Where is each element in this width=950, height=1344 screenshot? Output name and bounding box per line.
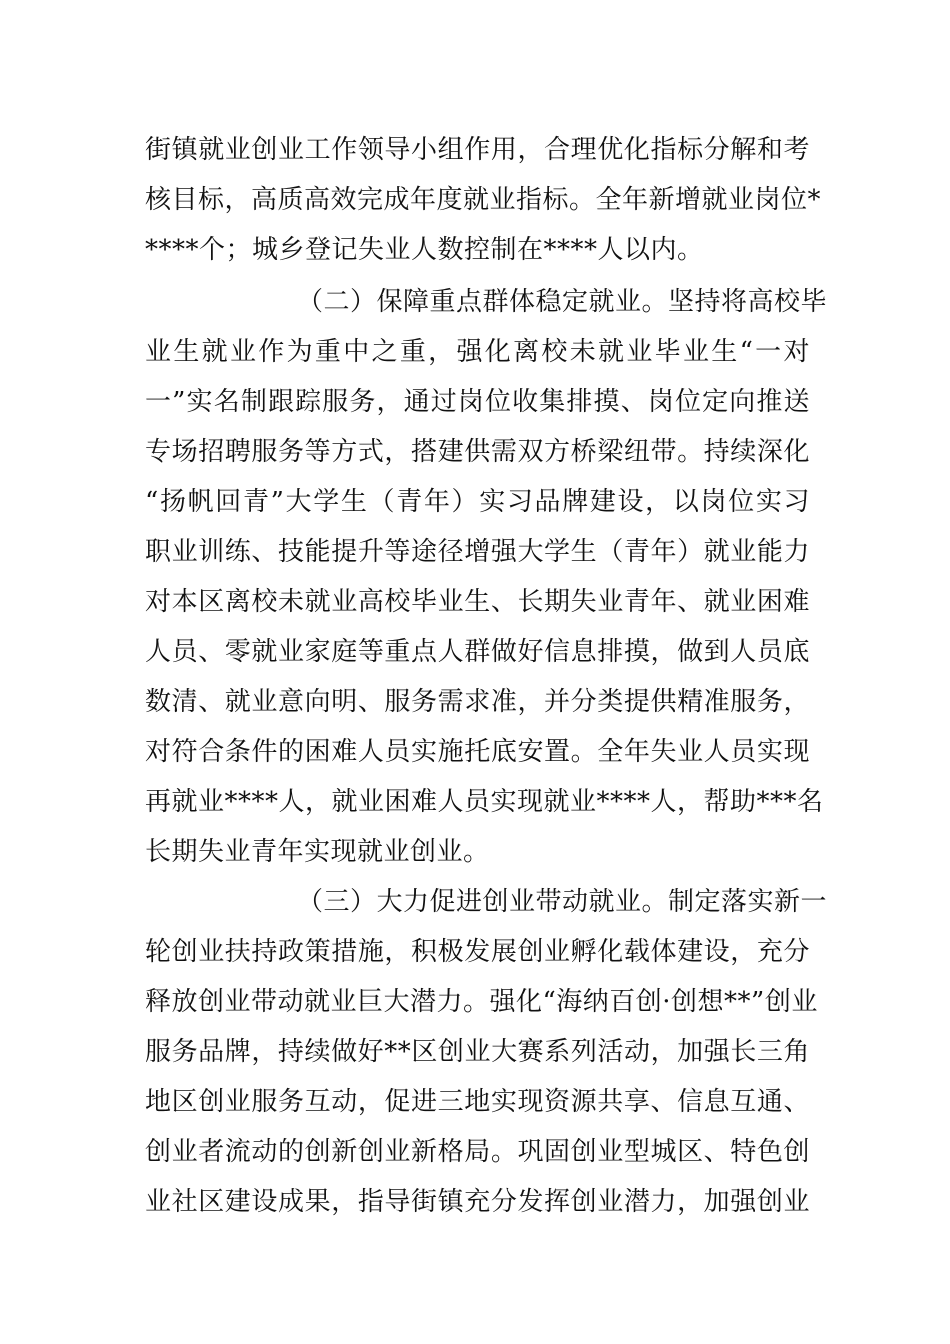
text-line-3: ****个；城乡登记失业人数控制在****人以内。 xyxy=(145,235,704,265)
text-line-7: 专场招聘服务等方式，搭建供需双方桥梁纽带。持续深化 xyxy=(145,437,810,467)
text-line-14: 再就业****人，就业困难人员实现就业****人，帮助***名 xyxy=(145,787,824,817)
text-line-8: “扬帆回青”大学生（青年）实习品牌建设，以岗位实习 xyxy=(145,487,810,517)
text-line-9: 职业训练、技能提升等途径增强大学生（青年）就业能力 xyxy=(145,537,810,567)
text-line-1: 街镇就业创业工作领导小组作用，合理优化指标分解和考 xyxy=(145,135,810,165)
text-line-17: 轮创业扶持政策措施，积极发展创业孵化载体建设，充分 xyxy=(145,937,810,967)
text-line-10: 对本区离校未就业高校毕业生、长期失业青年、就业困难 xyxy=(145,587,810,617)
text-line-20: 地区创业服务互动，促进三地实现资源共享、信息互通、 xyxy=(145,1087,810,1117)
text-line-18: 释放创业带动就业巨大潜力。强化“海纳百创·创想**”创业 xyxy=(145,987,818,1017)
text-line-19: 服务品牌，持续做好**区创业大赛系列活动，加强长三角 xyxy=(145,1037,810,1067)
text-line-2: 核目标，高质高效完成年度就业指标。全年新增就业岗位* xyxy=(145,185,822,215)
text-line-5: 业生就业作为重中之重，强化离校未就业毕业生“一对 xyxy=(145,337,810,367)
text-line-13: 对符合条件的困难人员实施托底安置。全年失业人员实现 xyxy=(145,737,810,767)
section-3-heading-line: （三）大力促进创业带动就业。制定落实新一 xyxy=(297,887,828,917)
text-line-6: 一”实名制跟踪服务，通过岗位收集排摸、岗位定向推送 xyxy=(145,387,810,417)
text-line-11: 人员、零就业家庭等重点人群做好信息排摸，做到人员底 xyxy=(145,637,810,667)
text-line-21: 创业者流动的创新创业新格局。巩固创业型城区、特色创 xyxy=(145,1137,810,1167)
section-2-heading-line: （二）保障重点群体稳定就业。坚持将高校毕 xyxy=(297,287,828,317)
text-line-22: 业社区建设成果，指导街镇充分发挥创业潜力，加强创业 xyxy=(145,1187,810,1217)
text-line-15: 长期失业青年实现就业创业。 xyxy=(145,837,490,867)
text-line-12: 数清、就业意向明、服务需求准，并分类提供精准服务， xyxy=(145,687,810,717)
